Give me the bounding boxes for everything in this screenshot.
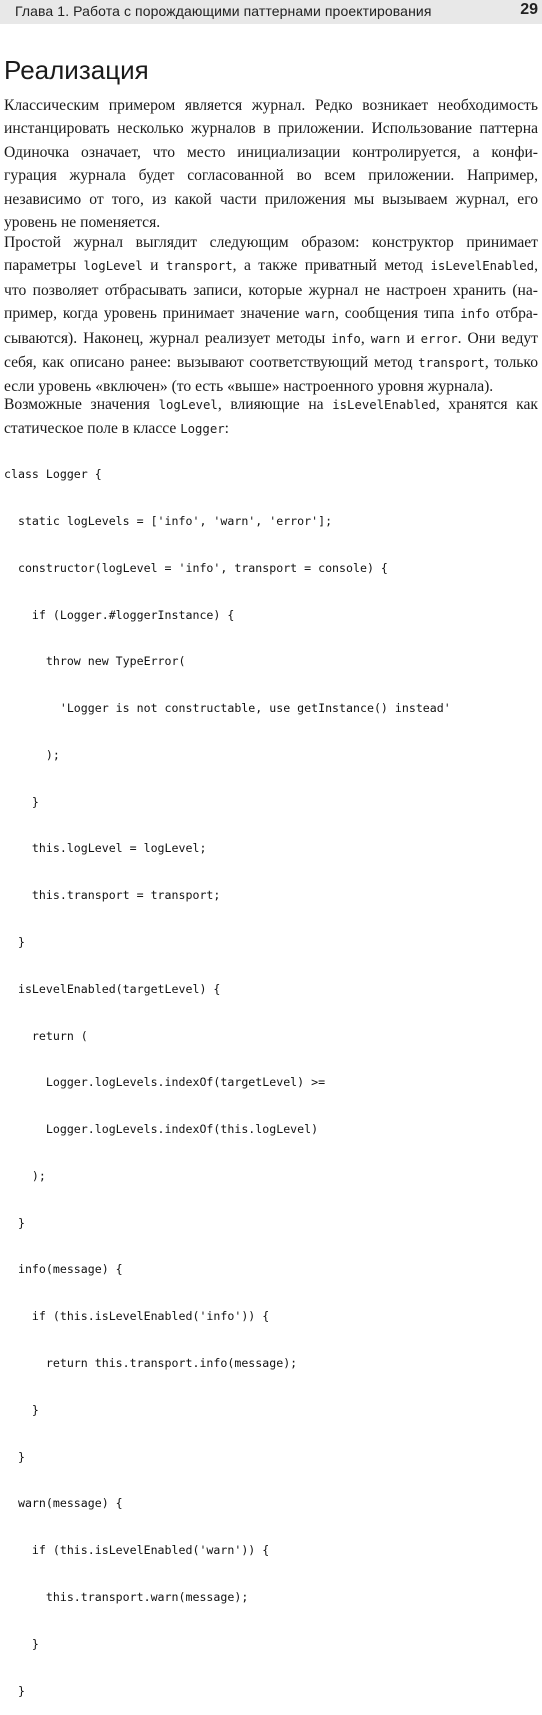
code-term: logLevel xyxy=(83,259,143,274)
code-line: static logLevels = ['info', 'warn', 'error']; xyxy=(4,513,333,528)
code-term: transport xyxy=(165,259,233,274)
text-line: если уровень «включен» (то есть «выше» настроенного уровня журнала). xyxy=(4,378,494,396)
code-line: class Logger { xyxy=(4,467,102,482)
code-line: info(message) { xyxy=(4,1262,123,1277)
code-line: ); xyxy=(4,747,60,762)
text-line xyxy=(4,254,538,278)
text: , влияющие на xyxy=(217,396,333,413)
text: параметры xyxy=(4,257,84,275)
code-term: Logger xyxy=(180,422,225,437)
text-line: уровень не поменяется. xyxy=(4,214,161,232)
text-line: инстанцировать несколько журналов в приложении. Использование паттерна xyxy=(4,120,538,138)
text: , xyxy=(360,329,371,347)
code-line: 'Logger is not constructable, use getInstance() instead' xyxy=(4,701,451,716)
page-number: 29 xyxy=(520,1,538,18)
code-line: throw new TypeError( xyxy=(4,654,186,669)
code-line: this.logLevel = logLevel; xyxy=(4,841,207,856)
running-header xyxy=(0,0,542,24)
text-line xyxy=(4,351,538,375)
code-term: isLevelEnabled xyxy=(332,398,436,412)
text: сываются). Наконец, журнал реализует методы xyxy=(4,329,332,347)
text: себя, как описано ранее: вызывают соответствующий метод xyxy=(4,354,419,372)
code-line: } xyxy=(4,1215,25,1230)
text-line: что позволяет отбрасывать записи, которые журнал не настроен хранить (на- xyxy=(4,281,538,299)
code-line: } xyxy=(4,794,39,809)
text-line xyxy=(4,302,538,326)
text: , только xyxy=(484,354,538,372)
text: статическое поле в классе xyxy=(4,420,181,438)
text-line: Простой журнал выглядит следующим образом: конструктор принимает xyxy=(4,234,538,251)
chapter-title: Глава 1. Работа с порождающими паттернами проектирования xyxy=(15,3,432,19)
text: и xyxy=(142,257,166,275)
text: и xyxy=(400,329,421,347)
code-term: info xyxy=(331,331,361,346)
code-term: transport xyxy=(418,356,485,371)
code-line: warn(message) { xyxy=(4,1496,123,1511)
code-line: return this.transport.info(message); xyxy=(4,1356,298,1371)
code-term: isLevelEnabled xyxy=(430,259,535,274)
text-line: Классическим примером является журнал. Редко возникает необходимость xyxy=(4,97,538,114)
text: , xyxy=(534,257,538,275)
text: , а также приватный метод xyxy=(232,257,431,275)
code-line: } xyxy=(4,1636,39,1651)
code-term: error xyxy=(420,331,458,346)
code-line: } xyxy=(4,1402,39,1417)
section-title: Реализация xyxy=(4,55,149,85)
text: отбра- xyxy=(489,305,538,323)
text-line: гурация журнала будет согласованной во всем приложении. Например, xyxy=(4,167,538,185)
code-term: logLevel xyxy=(158,398,218,412)
code-line: ); xyxy=(4,1168,46,1183)
paragraph-loglevels xyxy=(4,393,538,442)
text-line: Одиночка означает, что место инициализации контролируется, а конфи- xyxy=(4,143,538,161)
text: . Они ведут xyxy=(457,329,538,347)
text: : xyxy=(224,420,229,438)
code-line: constructor(logLevel = 'info', transport = console) { xyxy=(4,560,388,575)
paragraph-intro xyxy=(4,94,538,234)
code-term: info xyxy=(460,307,490,322)
code-listing xyxy=(4,436,538,1715)
code-line: if (Logger.#loggerInstance) { xyxy=(4,607,235,622)
text: Возможные значения xyxy=(4,396,159,413)
code-line: return ( xyxy=(4,1028,88,1043)
code-line: this.transport.warn(message); xyxy=(4,1589,249,1604)
text: , сообщения типа xyxy=(334,305,461,323)
code-line: Logger.logLevels.indexOf(targetLevel) >= xyxy=(4,1075,326,1090)
code-line: Logger.logLevels.indexOf(this.logLevel) xyxy=(4,1122,319,1137)
text-line xyxy=(4,327,538,351)
text-line xyxy=(4,393,538,417)
text: пример, когда уровень принимает значение xyxy=(4,305,306,323)
text-line: независимо от того, из какой части приложения мы вызываем журнал, его xyxy=(4,190,538,208)
code-term: warn xyxy=(370,331,401,346)
code-line: } xyxy=(4,1449,25,1464)
text: , хранятся как xyxy=(435,396,538,413)
paragraph-logger-description xyxy=(4,231,538,399)
code-line: } xyxy=(4,1683,25,1698)
code-line: if (this.isLevelEnabled('info')) { xyxy=(4,1309,270,1324)
code-line: isLevelEnabled(targetLevel) { xyxy=(4,981,221,996)
code-term: warn xyxy=(305,307,335,322)
code-line: if (this.isLevelEnabled('warn')) { xyxy=(4,1543,270,1558)
code-line: this.transport = transport; xyxy=(4,888,221,903)
code-line: } xyxy=(4,935,25,949)
